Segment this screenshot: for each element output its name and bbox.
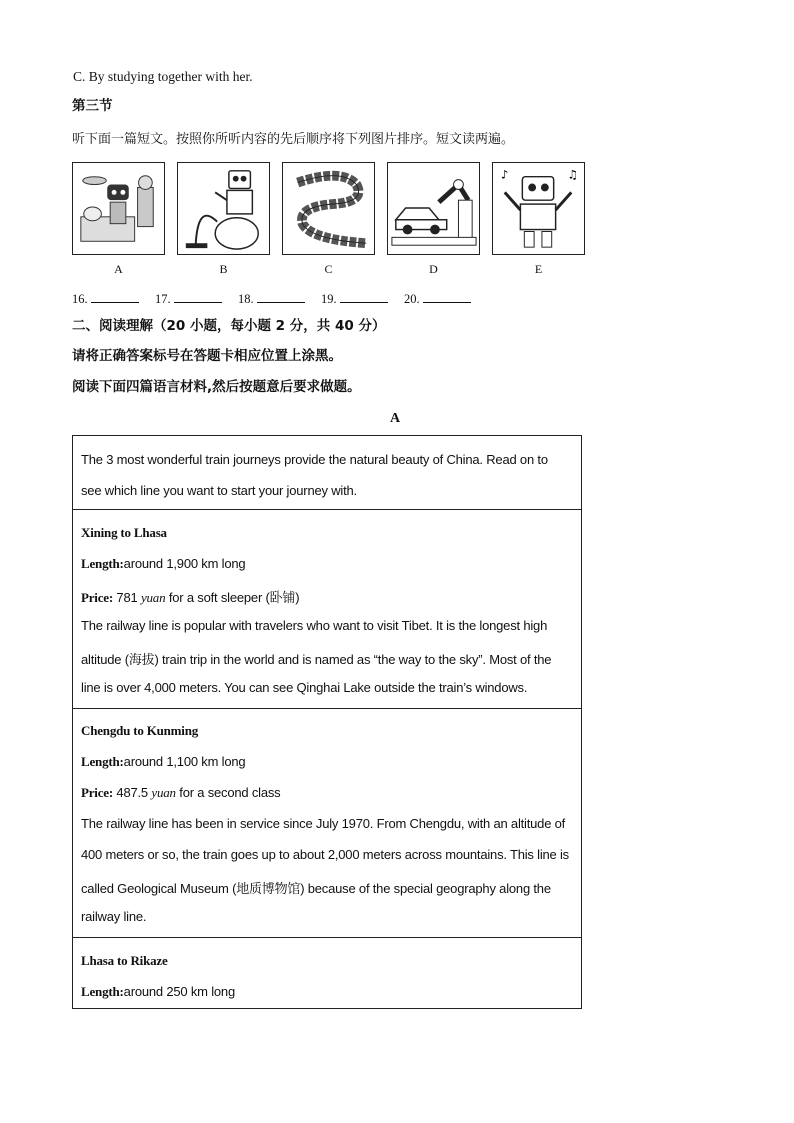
route-desc-line: 400 meters or so, the train goes up to about 2,000 meters across mountains. This line is — [81, 847, 569, 862]
robot-snake-icon — [282, 162, 375, 255]
blank-20-label: 20. — [404, 292, 420, 306]
route-length: Length:around 1,100 km long — [81, 754, 246, 769]
route-desc-line: called Geological Museum (地质博物馆) because of the special geography along the — [81, 881, 551, 896]
part2-instruction-2: 阅读下面四篇语言材料,然后按题意后要求做题。 — [72, 379, 361, 395]
section-instruction: 听下面一篇短文。按照你所听内容的先后顺序将下列图片排序。短文读两遍。 — [72, 132, 515, 147]
blank-17[interactable] — [174, 290, 222, 303]
picture-label-b: B — [219, 262, 228, 276]
route-length: Length:around 250 km long — [81, 984, 235, 999]
blank-19-label: 19. — [321, 292, 337, 306]
section-title: 第三节 — [72, 98, 113, 114]
route-desc-line: The railway line has been in service since July 1970. From Chengdu, with an altitude of — [81, 816, 566, 831]
robot-vacuum-icon — [177, 162, 270, 255]
blank-19[interactable] — [340, 290, 388, 303]
train-journeys-table — [72, 435, 582, 1009]
blank-16[interactable] — [91, 290, 139, 303]
picture-label-e: E — [534, 262, 543, 276]
route-length: Length:around 1,900 km long — [81, 556, 246, 571]
picture-label-a: A — [114, 262, 123, 276]
row-divider — [73, 937, 581, 938]
route-price: Price: 781 yuan for a soft sleeper (卧铺) — [81, 590, 300, 605]
intro-line-2: see which line you want to start your journey with. — [81, 483, 357, 498]
svg-text:♪: ♪ — [500, 167, 509, 182]
intro-line-1: The 3 most wonderful train journeys provide the natural beauty of China. Read on to — [81, 452, 548, 467]
route-desc-line: line is over 4,000 meters. You can see Qinghai Lake outside the train’s windows. — [81, 680, 528, 695]
robot-music-icon — [492, 162, 585, 255]
answer-blanks — [72, 290, 471, 306]
svg-text:♫: ♫ — [567, 167, 578, 182]
blank-17-label: 17. — [155, 292, 171, 306]
part2-heading: 二、阅读理解（20 小题，每小题 2 分，共 40 分） — [72, 318, 386, 334]
route-price: Price: 487.5 yuan for a second class — [81, 785, 281, 800]
robot-arm-car-icon — [387, 162, 480, 255]
passage-letter: A — [390, 411, 401, 426]
route-desc-line: railway line. — [81, 909, 147, 924]
row-divider — [73, 509, 581, 510]
route-desc-line: altitude (海拔) train trip in the world and is named as “the way to the sky”. Most of the — [81, 652, 552, 667]
option-c: C. By studying together with her. — [73, 69, 253, 84]
route-name: Lhasa to Rikaze — [81, 953, 168, 968]
blank-20[interactable] — [423, 290, 471, 303]
robot-doctor-icon — [72, 162, 165, 255]
route-name: Xining to Lhasa — [81, 525, 167, 540]
blank-16-label: 16. — [72, 292, 88, 306]
blank-18-label: 18. — [238, 292, 254, 306]
row-divider — [73, 708, 581, 709]
part2-instruction-1: 请将正确答案标号在答题卡相应位置上涂黑。 — [72, 348, 342, 364]
picture-label-d: D — [429, 262, 438, 276]
route-name: Chengdu to Kunming — [81, 723, 199, 738]
picture-label-c: C — [324, 262, 333, 276]
blank-18[interactable] — [257, 290, 305, 303]
route-desc-line: The railway line is popular with travelers who want to visit Tibet. It is the longest high — [81, 618, 548, 633]
